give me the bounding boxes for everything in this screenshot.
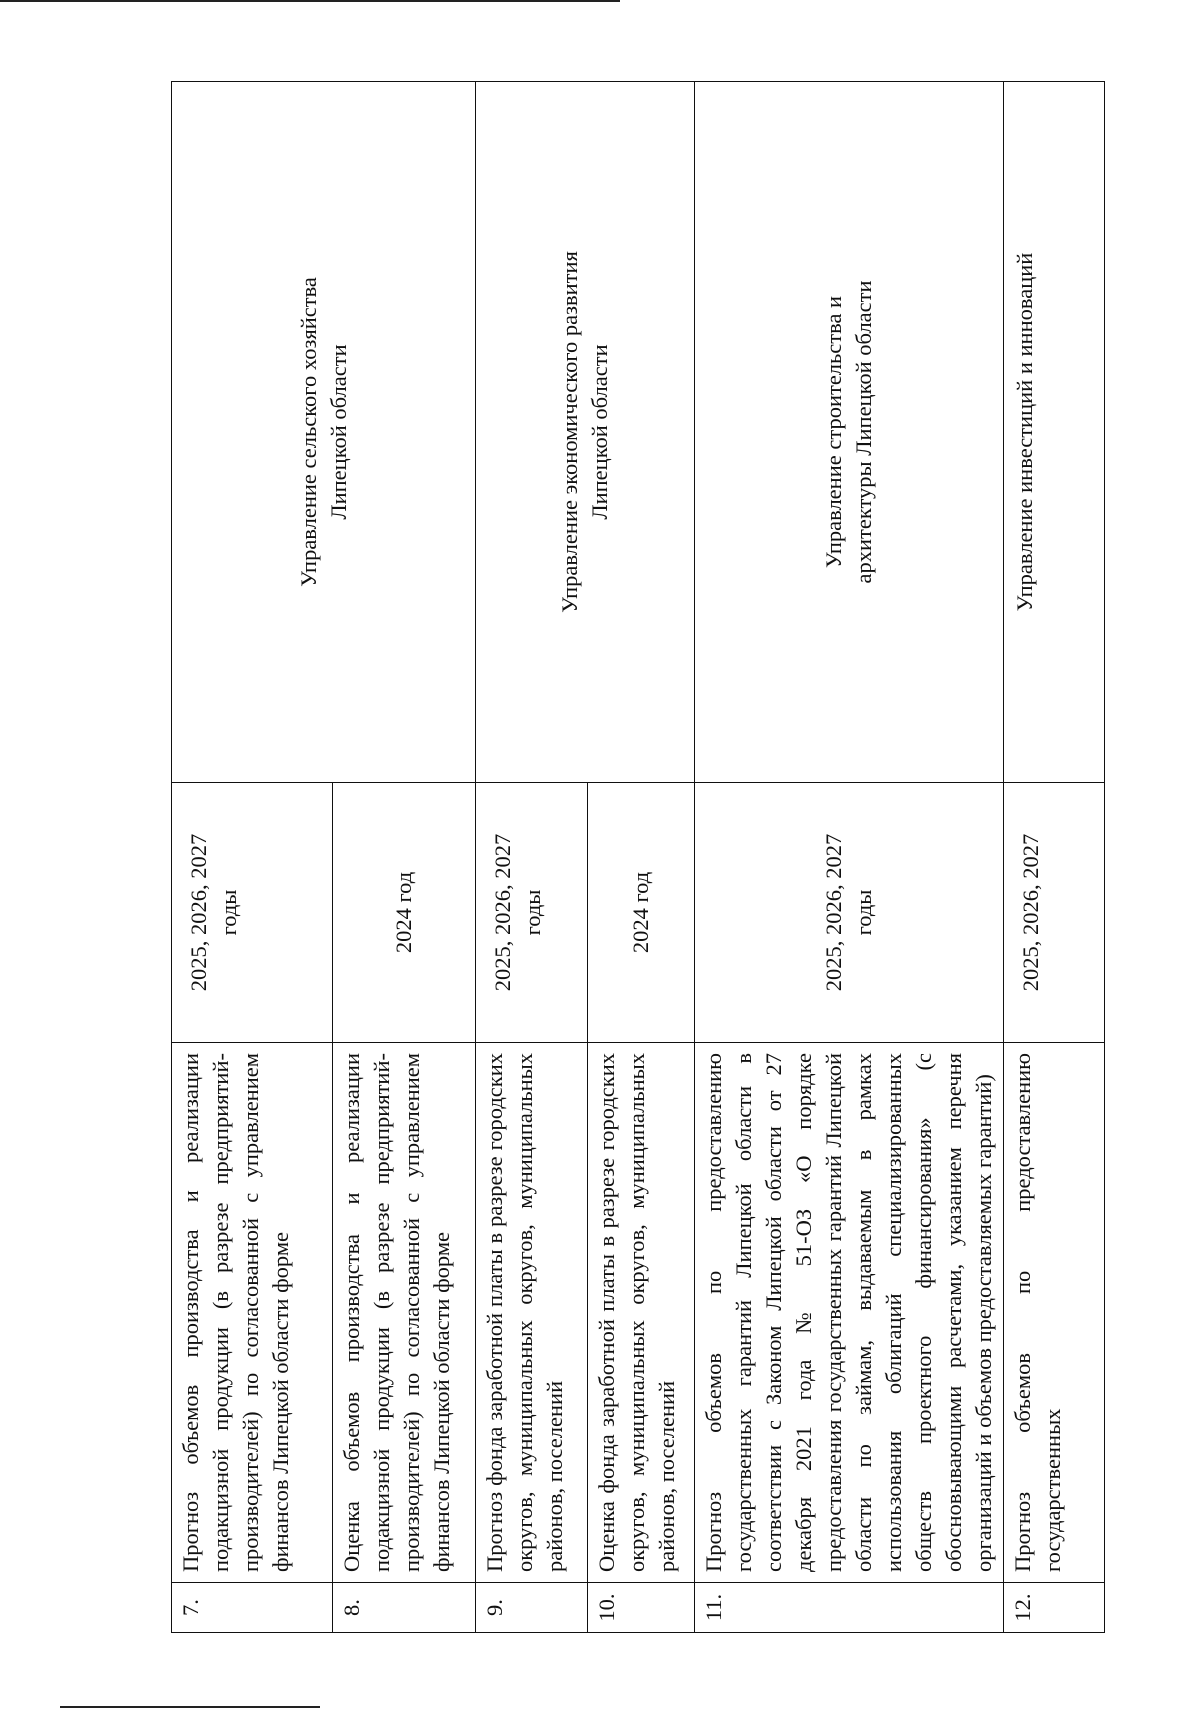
scan-artifact-top: [0, 0, 620, 2]
row-number: 11.: [695, 1583, 1004, 1633]
row-organization: Управление строительства и архитектуры Липецкой области: [695, 82, 1004, 783]
row-period: 2025, 2026, 2027: [1004, 783, 1105, 1043]
row-organization: Управление экономического развития Липецкой области: [476, 82, 695, 783]
scan-artifact-bottom: [60, 1706, 320, 1708]
row-description: Прогноз объемов производства и реализации подакцизной продукции (в разрезе предприятий-производителей) по согласованной с управлением финансов Липецкой области форме: [172, 1043, 333, 1583]
table-row: [172, 82, 333, 1633]
row-period: 2025, 2026, 2027 годы: [476, 783, 588, 1043]
row-period: 2025, 2026, 2027 годы: [695, 783, 1004, 1043]
row-period: 2024 год: [588, 783, 695, 1043]
row-description: Прогноз фонда заработной платы в разрезе городских округов, муниципальных округов, муниципальных районов, поселений: [476, 1043, 588, 1583]
row-description: Оценка фонда заработной платы в разрезе городских округов, муниципальных округов, муниципальных районов, поселений: [588, 1043, 695, 1583]
row-number: 8.: [333, 1583, 476, 1633]
rotated-table-container: [171, 82, 1088, 1633]
row-number: 7.: [172, 1583, 333, 1633]
row-number: 12.: [1004, 1583, 1105, 1633]
row-period: 2024 год: [333, 783, 476, 1043]
row-number: 10.: [588, 1583, 695, 1633]
row-organization: Управление инвестиций и инноваций: [1004, 82, 1105, 783]
table-row: [476, 82, 588, 1633]
row-number: 9.: [476, 1583, 588, 1633]
row-period: 2025, 2026, 2027 годы: [172, 783, 333, 1043]
row-description: Прогноз объемов по предоставлению государственных: [1004, 1043, 1105, 1583]
row-description: Оценка объемов производства и реализации подакцизной продукции (в разрезе предприятий-производителей) по согласованной с управлением финансов Липецкой области форме: [333, 1043, 476, 1583]
forecast-table: [171, 81, 1105, 1633]
table-row: [1004, 82, 1105, 1633]
row-description: Прогноз объемов по предоставлению государственных гарантий Липецкой области в соответствии с Законом Липецкой области от 27 декабря 2021 года № 51-ОЗ «О порядке предоставления государственных гарантий Липецкой области по займам, выдаваемым в рамках использования облигаций специализированных обществ проектного финансирования» (с обосновывающими расчетами, указанием перечня организаций и объемов предоставляемых гарантий): [695, 1043, 1004, 1583]
row-organization: Управление сельского хозяйства Липецкой области: [172, 82, 476, 783]
document-page: [171, 82, 1088, 1633]
table-row: [695, 82, 1004, 1633]
